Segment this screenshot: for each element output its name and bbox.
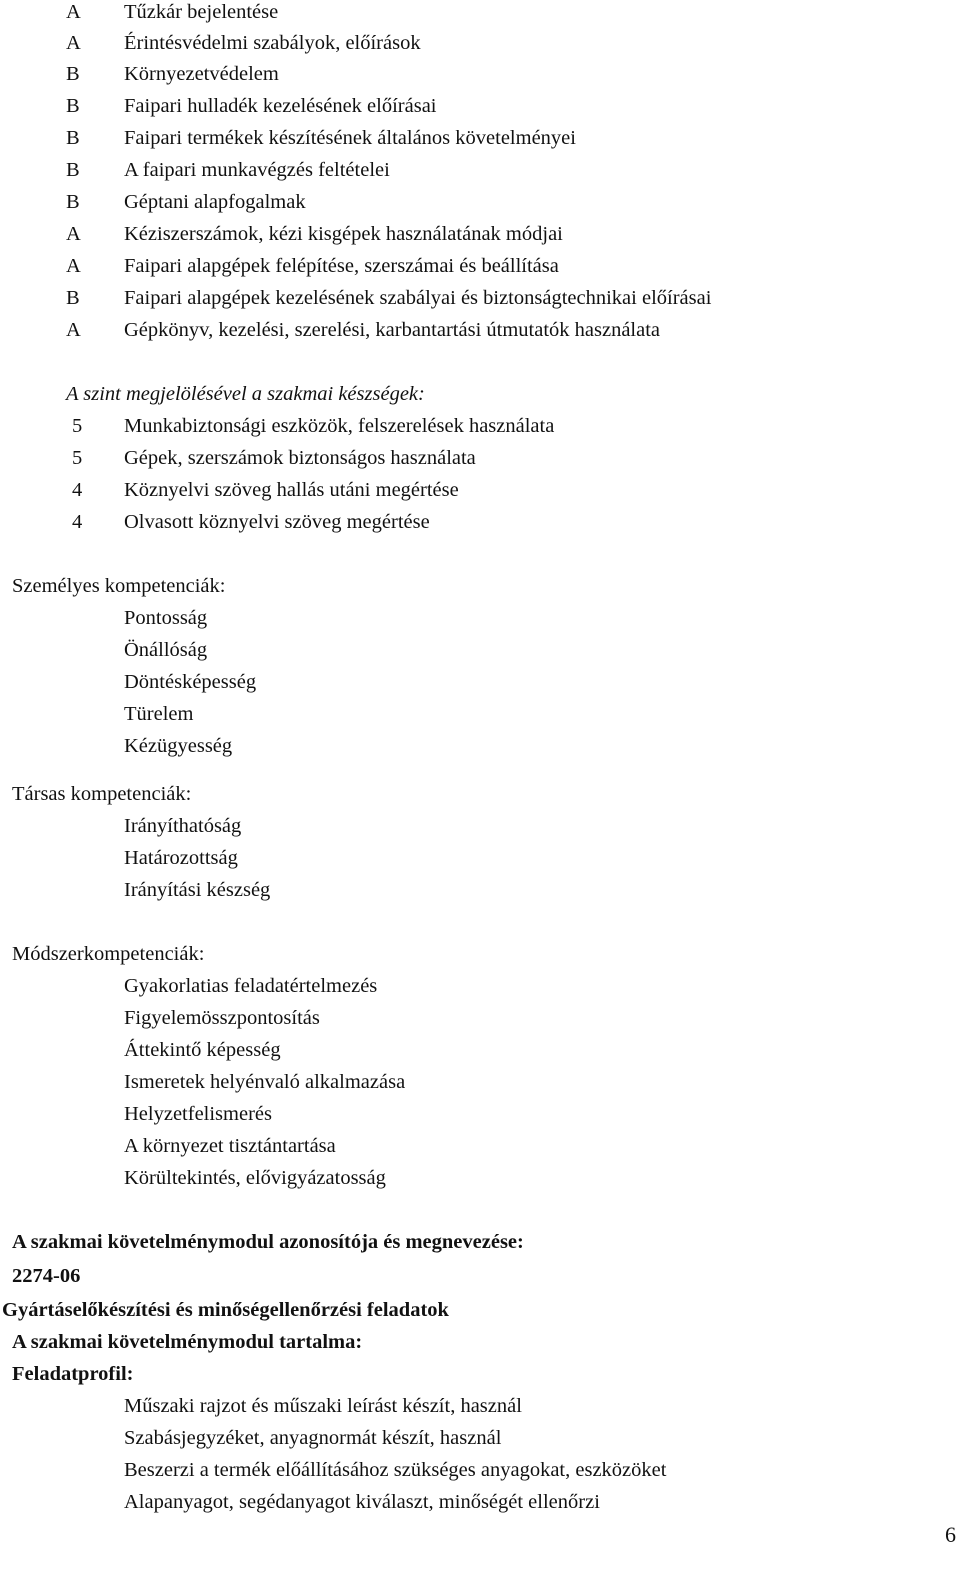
item-text: Önállóság [124, 639, 208, 661]
item-text: Gyakorlatias feladatértelmezés [124, 975, 378, 997]
item-text: Érintésvédelmi szabályok, előírások [124, 32, 421, 54]
item-text: Géptani alapfogalmak [124, 191, 306, 213]
item-text: Környezetvédelem [124, 63, 279, 85]
item-text: Döntésképesség [124, 671, 257, 693]
level-code: 4 [72, 479, 83, 501]
item-text: Tűzkár bejelentése [124, 1, 279, 23]
level-code: A [66, 319, 81, 341]
level-code: 4 [72, 511, 83, 533]
level-code: B [66, 191, 80, 213]
level-code: A [66, 1, 81, 23]
item-text: Faipari alapgépek kezelésének szabályai és biztonságtechnikai előírásai [124, 287, 712, 309]
personal-heading: Személyes kompetenciák: [12, 575, 226, 597]
item-text: A faipari munkavégzés feltételei [124, 159, 390, 181]
item-text: A környezet tisztántartása [124, 1135, 336, 1157]
item-text: Kézügyesség [124, 735, 233, 757]
level-code: A [66, 223, 81, 245]
item-text: Körültekintés, elővigyázatosság [124, 1167, 386, 1189]
module-name: Gyártáselőkészítési és minőségellenőrzési feladatok [2, 1299, 449, 1321]
page-number: 6 [945, 1522, 956, 1547]
item-text: Kéziszerszámok, kézi kisgépek használatának módjai [124, 223, 563, 245]
item-text: Gépkönyv, kezelési, szerelési, karbantartási útmutatók használata [124, 319, 661, 341]
item-text: Ismeretek helyénvaló alkalmazása [124, 1071, 406, 1093]
item-text: Alapanyagot, segédanyagot kiválaszt, minőségét ellenőrzi [124, 1491, 600, 1513]
skills-heading: A szint megjelölésével a szakmai készségek: [66, 383, 425, 405]
social-heading: Társas kompetenciák: [12, 783, 192, 805]
item-text: Köznyelvi szöveg hallás utáni megértése [124, 479, 459, 501]
level-code: B [66, 127, 80, 149]
item-text: Munkabiztonsági eszközök, felszerelések használata [124, 415, 555, 437]
item-text: Műszaki rajzot és műszaki leírást készít, használ [124, 1395, 522, 1417]
item-text: Gépek, szerszámok biztonságos használata [124, 447, 476, 469]
item-text: Faipari hulladék kezelésének előírásai [124, 95, 437, 117]
level-code: B [66, 95, 80, 117]
level-code: B [66, 287, 80, 309]
level-code: B [66, 63, 80, 85]
item-text: Pontosság [124, 607, 208, 629]
module-id-heading: A szakmai követelménymodul azonosítója és megnevezése: [12, 1231, 524, 1253]
level-code: B [66, 159, 80, 181]
item-text: Határozottság [124, 847, 238, 869]
level-code: 5 [72, 415, 83, 437]
level-code: A [66, 32, 81, 54]
item-text: Figyelemösszpontosítás [124, 1007, 320, 1029]
item-text: Beszerzi a termék előállításához szükséges anyagokat, eszközöket [124, 1459, 667, 1481]
item-text: Faipari alapgépek felépítése, szerszámai és beállítása [124, 255, 559, 277]
method-heading: Módszerkompetenciák: [12, 943, 205, 965]
level-code: 5 [72, 447, 83, 469]
level-code: A [66, 255, 81, 277]
item-text: Faipari termékek készítésének általános követelményei [124, 127, 576, 149]
item-text: Áttekintő képesség [124, 1039, 281, 1061]
item-text: Irányíthatóság [124, 815, 242, 837]
module-id: 2274-06 [12, 1265, 81, 1287]
profile-heading: Feladatprofil: [12, 1363, 134, 1385]
item-text: Türelem [124, 703, 194, 725]
item-text: Irányítási készség [124, 879, 271, 901]
item-text: Olvasott köznyelvi szöveg megértése [124, 511, 430, 533]
item-text: Szabásjegyzéket, anyagnormát készít, használ [124, 1427, 502, 1449]
module-content-heading: A szakmai követelménymodul tartalma: [12, 1331, 363, 1353]
item-text: Helyzetfelismerés [124, 1103, 272, 1125]
